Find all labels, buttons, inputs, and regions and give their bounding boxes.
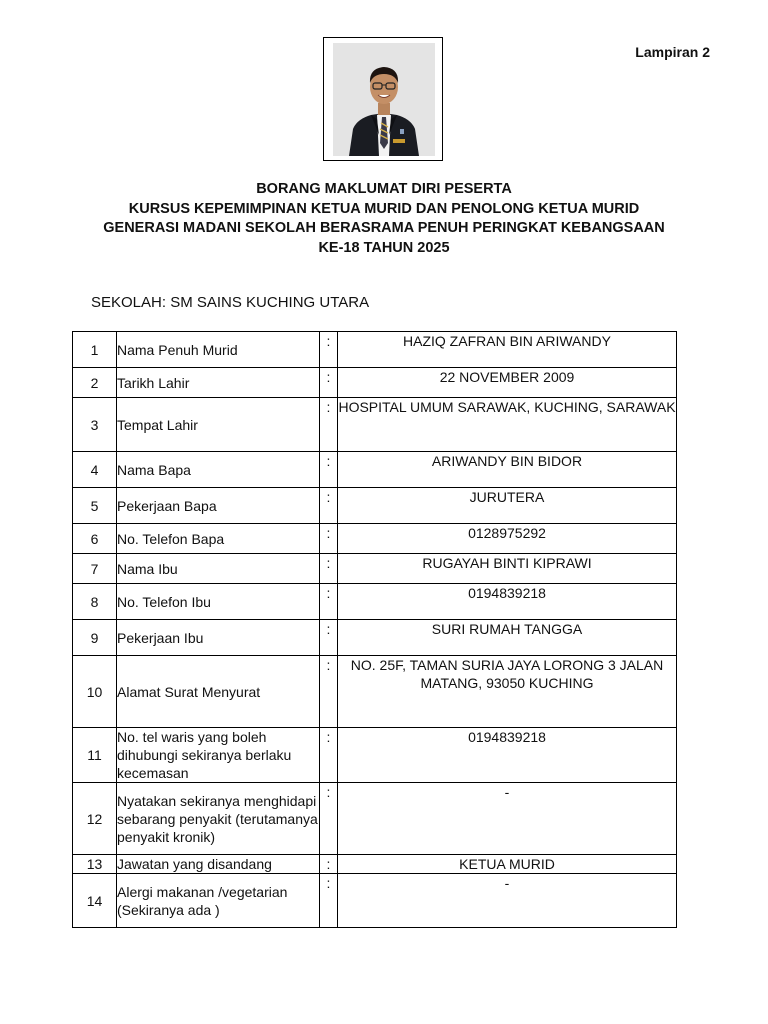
field-label: Pekerjaan Bapa <box>117 488 320 524</box>
table-row <box>73 656 677 728</box>
field-label: No. tel waris yang boleh dihubungi sekiranya berlaku kecemasan <box>117 728 320 783</box>
row-number: 4 <box>73 452 117 488</box>
table-row <box>73 855 677 874</box>
table-row <box>73 488 677 524</box>
field-separator: : <box>320 368 338 398</box>
field-separator: : <box>320 452 338 488</box>
field-separator: : <box>320 783 338 855</box>
field-value: 0194839218 <box>338 728 677 783</box>
field-separator: : <box>320 656 338 728</box>
field-label: Nama Ibu <box>117 554 320 584</box>
field-value: 0128975292 <box>338 524 677 554</box>
row-number: 10 <box>73 656 117 728</box>
row-number: 13 <box>73 855 117 874</box>
row-number: 9 <box>73 620 117 656</box>
row-number: 5 <box>73 488 117 524</box>
field-value: 0194839218 <box>338 584 677 620</box>
field-label: No. Telefon Bapa <box>117 524 320 554</box>
field-separator: : <box>320 620 338 656</box>
field-separator: : <box>320 728 338 783</box>
row-number: 11 <box>73 728 117 783</box>
student-portrait-icon <box>333 43 435 156</box>
table-row <box>73 584 677 620</box>
field-separator: : <box>320 332 338 368</box>
row-number: 3 <box>73 398 117 452</box>
title-line-4: KE-18 TAHUN 2025 <box>318 239 450 256</box>
field-value: JURUTERA <box>338 488 677 524</box>
field-label: No. Telefon Ibu <box>117 584 320 620</box>
participant-info-table <box>72 331 677 928</box>
field-separator: : <box>320 874 338 928</box>
table-row <box>73 620 677 656</box>
field-value: HOSPITAL UMUM SARAWAK, KUCHING, SARAWAK <box>338 398 677 452</box>
field-separator: : <box>320 855 338 874</box>
title-line-1: BORANG MAKLUMAT DIRI PESERTA <box>256 181 512 197</box>
row-number: 14 <box>73 874 117 928</box>
table-row <box>73 874 677 928</box>
student-photo <box>333 43 435 156</box>
field-label: Jawatan yang disandang <box>117 855 320 874</box>
photo-frame <box>323 37 443 161</box>
field-separator: : <box>320 398 338 452</box>
field-value: - <box>338 874 677 928</box>
table-row <box>73 783 677 855</box>
school-name: SEKOLAH: SM SAINS KUCHING UTARA <box>91 294 370 311</box>
field-label: Tarikh Lahir <box>117 368 320 398</box>
form-title-block <box>0 180 768 258</box>
field-separator: : <box>320 554 338 584</box>
row-number: 1 <box>73 332 117 368</box>
title-line-2: KURSUS KEPEMIMPINAN KETUA MURID DAN PENOLONG KETUA MURID <box>128 200 640 217</box>
field-separator: : <box>320 488 338 524</box>
field-value: NO. 25F, TAMAN SURIA JAYA LORONG 3 JALAN MATANG, 93050 KUCHING <box>338 656 677 728</box>
title-line-3: GENERASI MADANI SEKOLAH BERASRAMA PENUH PERINGKAT KEBANGSAAN <box>103 220 665 236</box>
field-label: Nama Bapa <box>117 452 320 488</box>
lampiran-label: Lampiran 2 <box>635 44 710 60</box>
field-value: HAZIQ ZAFRAN BIN ARIWANDY <box>338 332 677 368</box>
table-row <box>73 368 677 398</box>
row-number: 2 <box>73 368 117 398</box>
field-label: Pekerjaan Ibu <box>117 620 320 656</box>
row-number: 6 <box>73 524 117 554</box>
field-label: Nama Penuh Murid <box>117 332 320 368</box>
field-label: Alamat Surat Menyurat <box>117 656 320 728</box>
field-label: Tempat Lahir <box>117 398 320 452</box>
table-row <box>73 524 677 554</box>
table-row <box>73 398 677 452</box>
row-number: 8 <box>73 584 117 620</box>
row-number: 7 <box>73 554 117 584</box>
field-value: - <box>338 783 677 855</box>
table-row <box>73 332 677 368</box>
row-number: 12 <box>73 783 117 855</box>
field-label: Alergi makanan /vegetarian (Sekiranya ada ) <box>117 874 320 928</box>
table-row <box>73 554 677 584</box>
table-row <box>73 728 677 783</box>
field-value: RUGAYAH BINTI KIPRAWI <box>338 554 677 584</box>
field-value: KETUA MURID <box>338 855 677 874</box>
field-value: ARIWANDY BIN BIDOR <box>338 452 677 488</box>
field-separator: : <box>320 584 338 620</box>
field-value: 22 NOVEMBER 2009 <box>338 368 677 398</box>
table-row <box>73 452 677 488</box>
field-value: SURI RUMAH TANGGA <box>338 620 677 656</box>
field-label: Nyatakan sekiranya menghidapi sebarang penyakit (terutamanya penyakit kronik) <box>117 783 320 855</box>
field-separator: : <box>320 524 338 554</box>
